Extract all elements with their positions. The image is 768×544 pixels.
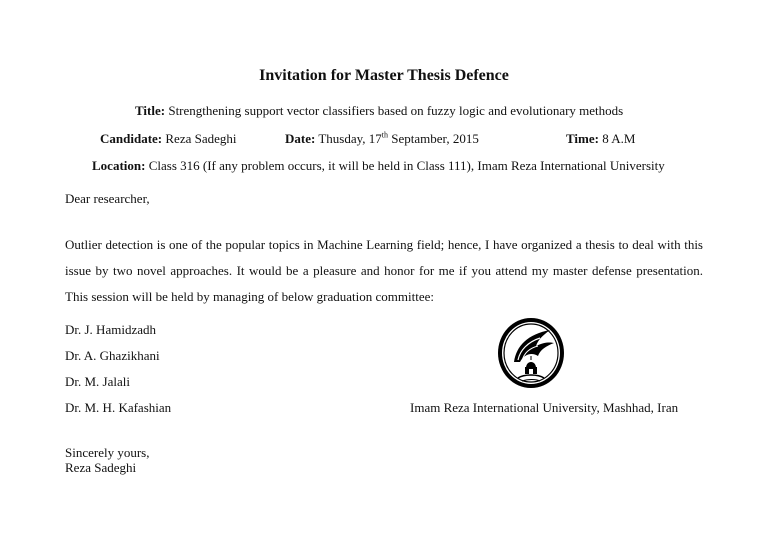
date-prefix: Thusday, 17: [318, 131, 382, 146]
candidate-line: [100, 131, 237, 147]
time-value: 8 A.M: [602, 131, 636, 146]
thesis-title-label: Title:: [135, 103, 166, 118]
greeting: Dear researcher,: [65, 191, 150, 206]
candidate-value: Reza Sadeghi: [165, 131, 237, 146]
university-seal-icon: [496, 316, 566, 391]
closing: Sincerely yours,: [65, 445, 150, 460]
candidate-label: Candidate:: [100, 131, 163, 146]
date-suffix: Septamber, 2015: [388, 131, 479, 146]
committee-member: Dr. M. H. Kafashian: [65, 400, 172, 415]
location-value: Class 316 (If any problem occurs, it will be held in Class 111), Imam Reza International University: [148, 158, 665, 173]
time-label: Time:: [566, 131, 599, 146]
committee-member: Dr. A. Ghazikhani: [65, 348, 160, 363]
date-line: [285, 131, 479, 147]
committee-member: Dr. J. Hamidzadh: [65, 322, 156, 337]
thesis-title-line: [135, 103, 623, 119]
university-affiliation: Imam Reza International University, Mashhad, Iran: [410, 400, 679, 415]
committee-member: Dr. M. Jalali: [65, 374, 130, 389]
invitation-paragraph: Outlier detection is one of the popular topics in Machine Learning field; hence, I have organized a thesis to deal with this issue by two novel approaches. It would be a pleasure and honor for me if you attend my master defense presentation. This session will be held by managing of below graduation committee:: [65, 237, 703, 304]
date-suffix-sup: th: [381, 130, 389, 140]
time-line: [566, 131, 635, 147]
thesis-title-value: Strengthening support vector classifiers based on fuzzy logic and evolutionary methods: [168, 103, 624, 118]
document-title: Invitation for Master Thesis Defence: [259, 67, 509, 84]
date-label: Date:: [285, 131, 316, 146]
location-line: [92, 158, 665, 174]
signature-name: Reza Sadeghi: [65, 460, 137, 475]
location-label: Location:: [92, 158, 146, 173]
